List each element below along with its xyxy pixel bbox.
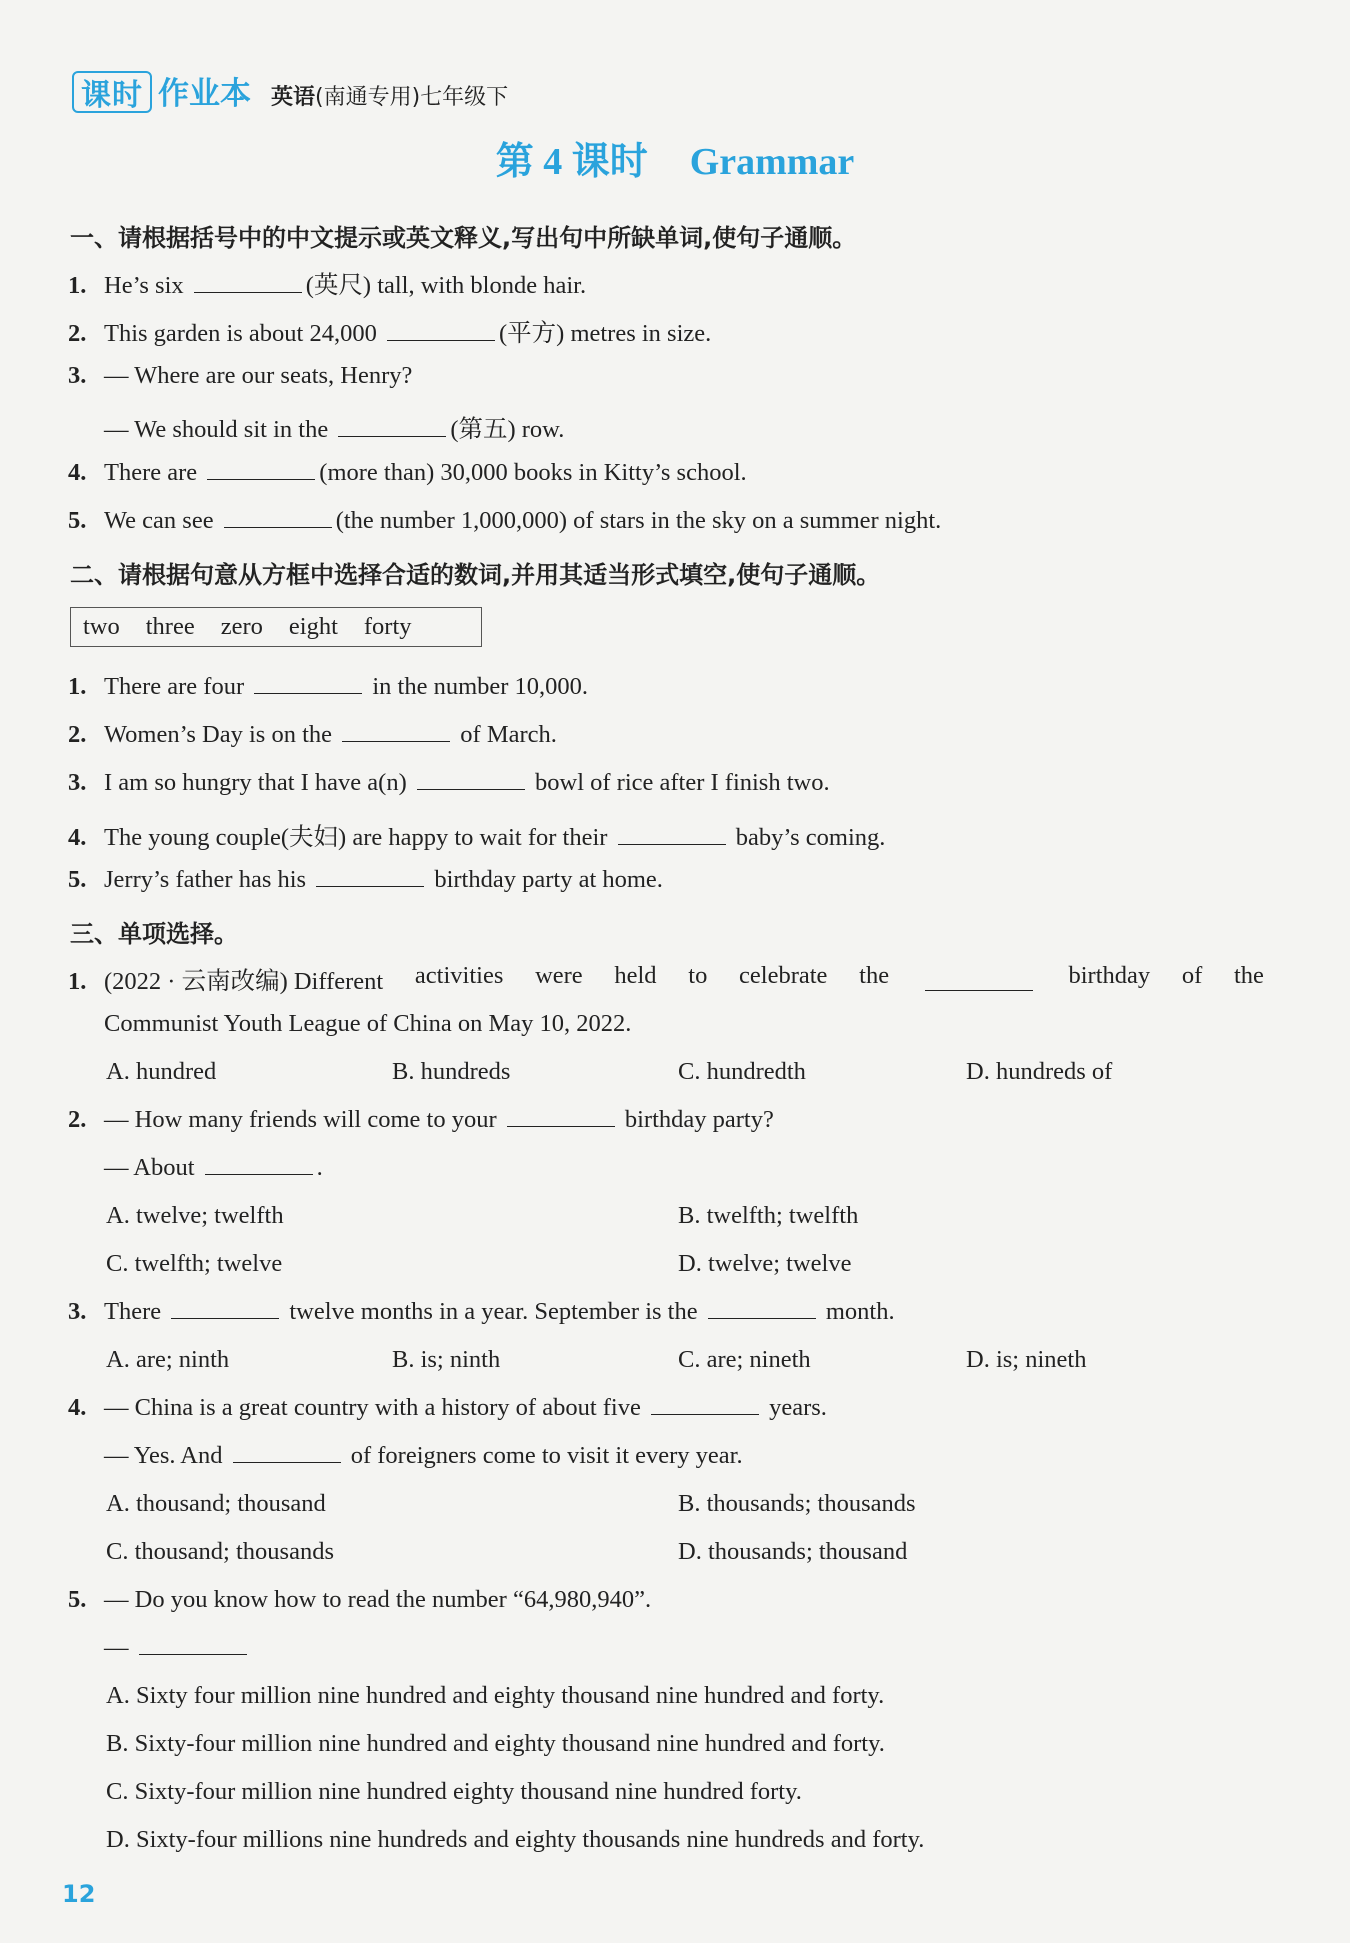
option-c[interactable]: C. Sixty-four million nine hundred eighty thousand nine hundred forty. bbox=[106, 1778, 802, 1805]
s1-question-5: 5. We can see (the number 1,000,000) of stars in the sky on a summer night. bbox=[68, 507, 942, 534]
answer-blank[interactable] bbox=[316, 885, 424, 887]
option-c[interactable]: C. thousand; thousands bbox=[106, 1538, 334, 1565]
option-d[interactable]: D. is; nineth bbox=[966, 1346, 1087, 1373]
word-option: forty bbox=[363, 613, 412, 640]
s2-question-5: 5. Jerry’s father has his birthday party at home. bbox=[68, 866, 663, 893]
option-c[interactable]: C. hundredth bbox=[678, 1058, 806, 1085]
page-number: 12 bbox=[62, 1880, 96, 1908]
answer-blank[interactable] bbox=[224, 526, 332, 528]
answer-blank[interactable] bbox=[205, 1173, 313, 1175]
answer-blank[interactable] bbox=[194, 291, 302, 293]
section1-heading: 一、请根据括号中的中文提示或英文释义,写出句中所缺单词,使句子通顺。 bbox=[70, 224, 857, 252]
answer-blank[interactable] bbox=[338, 435, 446, 437]
answer-blank[interactable] bbox=[651, 1413, 759, 1415]
answer-blank[interactable] bbox=[417, 788, 525, 790]
s1-question-2: 2. This garden is about 24,000 (平方) metres in size. bbox=[68, 320, 712, 347]
option-b[interactable]: B. hundreds bbox=[392, 1058, 511, 1085]
s3-question-3: 3. There twelve months in a year. September is the month. bbox=[68, 1298, 895, 1325]
option-a[interactable]: A. Sixty four million nine hundred and eighty thousand nine hundred and forty. bbox=[106, 1682, 885, 1709]
option-a[interactable]: A. hundred bbox=[106, 1058, 217, 1085]
word-option: three bbox=[145, 613, 195, 640]
s1-question-1: 1. He’s six (英尺) tall, with blonde hair. bbox=[68, 272, 587, 299]
option-d[interactable]: D. twelve; twelve bbox=[678, 1250, 852, 1277]
answer-blank[interactable] bbox=[139, 1653, 247, 1655]
option-c[interactable]: C. twelfth; twelve bbox=[106, 1250, 283, 1277]
s3-question-4: 4. — China is a great country with a history of about five years. bbox=[68, 1394, 827, 1421]
option-c[interactable]: C. are; nineth bbox=[678, 1346, 811, 1373]
s1-question-3: 3. — Where are our seats, Henry? bbox=[68, 362, 413, 389]
s3-question-5: 5. — Do you know how to read the number “64,980,940”. bbox=[68, 1586, 652, 1613]
option-a[interactable]: A. thousand; thousand bbox=[106, 1490, 326, 1517]
answer-blank[interactable] bbox=[925, 989, 1033, 991]
s3-question-5-reply: — bbox=[104, 1634, 251, 1662]
s2-question-3: 3. I am so hungry that I have a(n) bowl of rice after I finish two. bbox=[68, 769, 830, 796]
s2-question-1: 1. There are four in the number 10,000. bbox=[68, 673, 589, 700]
s3-question-1: 1. (2022 · 云南改编) Different activities were held to celebrate the birthday of the bbox=[68, 962, 1264, 995]
s3-question-4-reply: — Yes. And of foreigners come to visit it every year. bbox=[104, 1442, 743, 1469]
book-header bbox=[72, 68, 508, 113]
word-box bbox=[70, 607, 482, 647]
option-d[interactable]: D. hundreds of bbox=[966, 1058, 1113, 1085]
option-a[interactable]: A. are; ninth bbox=[106, 1346, 230, 1373]
word-option: zero bbox=[220, 613, 263, 640]
s2-question-4: 4. The young couple(夫妇) are happy to wait for their baby’s coming. bbox=[68, 824, 886, 851]
s1-question-4: 4. There are (more than) 30,000 books in Kitty’s school. bbox=[68, 459, 747, 486]
answer-blank[interactable] bbox=[171, 1317, 279, 1319]
word-option: eight bbox=[288, 613, 338, 640]
section3-heading: 三、单项选择。 bbox=[70, 920, 238, 948]
option-d[interactable]: D. thousands; thousand bbox=[678, 1538, 908, 1565]
logo-text: 作业本 bbox=[158, 76, 251, 112]
answer-blank[interactable] bbox=[233, 1461, 341, 1463]
answer-blank[interactable] bbox=[708, 1317, 816, 1319]
answer-blank[interactable] bbox=[507, 1125, 615, 1127]
s2-question-2: 2. Women’s Day is on the of March. bbox=[68, 721, 557, 748]
word-option: two bbox=[83, 613, 120, 640]
option-d[interactable]: D. Sixty-four millions nine hundreds and eighty thousands nine hundreds and forty. bbox=[106, 1826, 925, 1853]
answer-blank[interactable] bbox=[618, 843, 726, 845]
option-b[interactable]: B. is; ninth bbox=[392, 1346, 501, 1373]
s1-question-3-reply: — We should sit in the (第五) row. bbox=[104, 416, 565, 443]
answer-blank[interactable] bbox=[207, 478, 315, 480]
s3-question-2: 2. — How many friends will come to your birthday party? bbox=[68, 1106, 774, 1133]
answer-blank[interactable] bbox=[342, 740, 450, 742]
option-a[interactable]: A. twelve; twelfth bbox=[106, 1202, 284, 1229]
answer-blank[interactable] bbox=[254, 692, 362, 694]
logo-box: 课时 bbox=[72, 71, 152, 113]
s3-question-2-reply: — About . bbox=[104, 1154, 323, 1181]
page-title: 第 4 课时 Grammar bbox=[495, 141, 855, 183]
option-b[interactable]: B. Sixty-four million nine hundred and eighty thousand nine hundred and forty. bbox=[106, 1730, 885, 1757]
s3-question-1-line2: Communist Youth League of China on May 10, 2022. bbox=[104, 1010, 632, 1037]
section2-heading: 二、请根据句意从方框中选择合适的数词,并用其适当形式填空,使句子通顺。 bbox=[70, 561, 881, 589]
answer-blank[interactable] bbox=[387, 339, 495, 341]
series-label: 英语(南通专用)七年级下 bbox=[271, 85, 509, 110]
option-b[interactable]: B. twelfth; twelfth bbox=[678, 1202, 859, 1229]
option-b[interactable]: B. thousands; thousands bbox=[678, 1490, 916, 1517]
